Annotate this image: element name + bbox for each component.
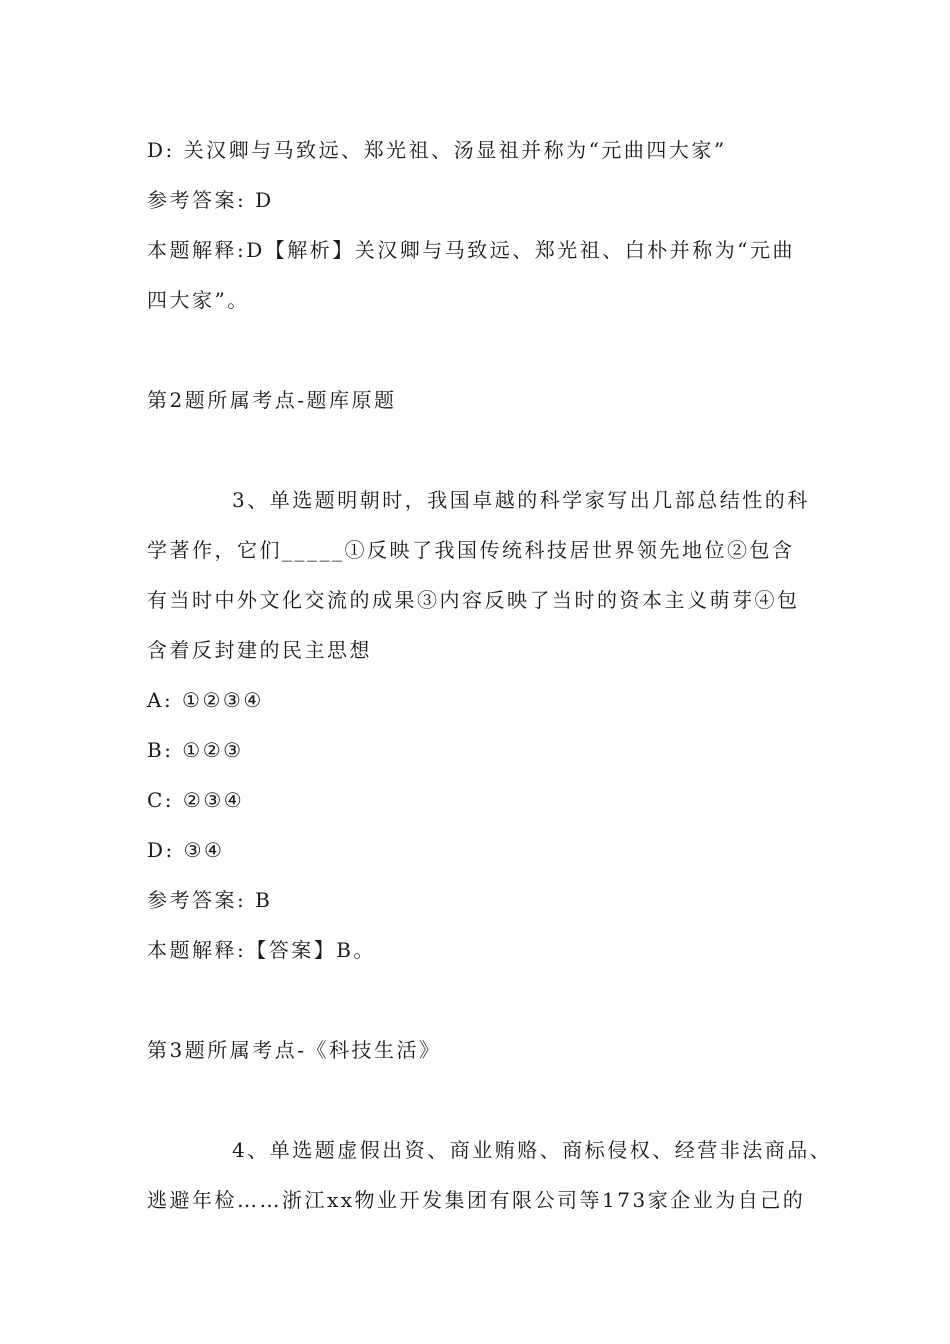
exam-point-heading-2: 第2题所属考点-题库原题	[147, 388, 397, 412]
option-d-previous-question: D: 关汉卿与马致远、郑光祖、汤显祖并称为“元曲四大家”	[147, 138, 727, 162]
question-3-line-4: 含着反封建的民主思想	[147, 638, 372, 662]
option-b: B: ①②③	[147, 738, 244, 762]
option-d: D: ③④	[147, 838, 225, 862]
question-4-line-1: 4、单选题虚假出资、商业贿赂、商标侵权、经营非法商品、	[232, 1138, 833, 1162]
explanation-3: 本题解释:【答案】B。	[147, 938, 376, 962]
exam-point-heading-3: 第3题所属考点-《科技生活》	[147, 1038, 442, 1062]
question-3-line-1: 3、单选题明朝时，我国卓越的科学家写出几部总结性的科	[232, 488, 810, 512]
explanation-line-1: 本题解释:D【解析】关汉卿与马致远、郑光祖、白朴并称为“元曲	[147, 238, 795, 262]
option-a: A: ①②③④	[147, 688, 264, 712]
question-3-line-3: 有当时中外文化交流的成果③内容反映了当时的资本主义萌芽④包	[147, 588, 800, 612]
question-3-line-2: 学著作，它们_____①反映了我国传统科技居世界领先地位②包含	[147, 538, 795, 562]
option-c: C: ②③④	[147, 788, 245, 812]
question-4-line-2: 逃避年检……浙江xx物业开发集团有限公司等173家企业为自己的	[147, 1188, 806, 1212]
reference-answer: 参考答案: D	[147, 188, 274, 212]
reference-answer-3: 参考答案: B	[147, 888, 273, 912]
explanation-line-2: 四大家”。	[147, 288, 250, 312]
